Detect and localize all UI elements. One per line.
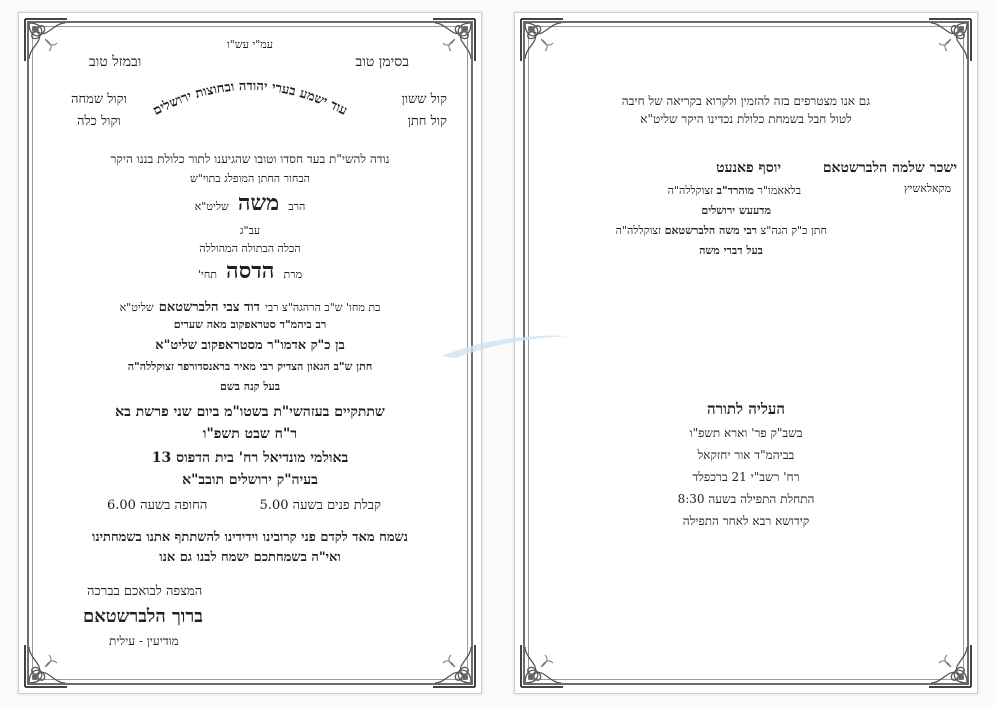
event-line-1: שתתקיים בעזהשי"ת בשטו"מ ביום שני פרשת בא xyxy=(115,404,385,420)
grandfather-2-name: יוסף פאנעט xyxy=(716,160,781,176)
groom-suffix: שליט"א xyxy=(194,200,229,213)
groom-prefix: הרב xyxy=(288,200,306,213)
watermark-swoosh-icon xyxy=(440,330,570,360)
venue-line-1: באולמי מונדיאל רח' בית הדפוס 13 xyxy=(151,450,349,466)
grandfather-1-name: ישכר שלמה הלברשטאם xyxy=(822,160,957,176)
grandfather-2-line-1-suffix: זצוקללה"ה xyxy=(667,184,714,197)
closing-line-1: נשמח מאד לקדם פני קרובינו וידידינו להשתתף אתנו בשמחתינו xyxy=(92,530,408,545)
svg-text:עוד ישמע בערי יהודה ובחוצות יר xyxy=(151,79,350,119)
grandparents-intro-2: לטול חבל בשמחת כלולת נכדינו היקר שליט"א xyxy=(640,112,852,126)
intro-line-2: הבחור החתן המופלג בתוי"ש xyxy=(190,172,310,185)
closing-line-2: ואי"ה בשמחתכם ישמח לבנו גם אנו xyxy=(159,550,341,565)
grandfather-2-line-3-suffix: זצוקללה"ה xyxy=(615,224,662,237)
grandfather-2-line-3 xyxy=(616,225,827,237)
aliyah-line-1: בשב"ק פר' וארא תשפ"ו xyxy=(689,426,803,440)
voice-left-2: וקול כלה xyxy=(77,114,121,129)
bride-line xyxy=(49,259,451,283)
father-line-3: בן כ"ק אדמו"ר מסטראפקוב שליט"א xyxy=(155,338,345,353)
with-bride-label: עב"ג xyxy=(239,224,261,237)
father-suffix: שליט"א xyxy=(119,301,154,314)
chuppah-time: החופה בשעה 6.00 xyxy=(107,498,208,513)
grandfather-2-line-1-prefix: בלאאמו"ר xyxy=(757,184,801,197)
grandfather-1-city: מקאלאשיץ xyxy=(903,182,951,195)
invitation-card-right xyxy=(514,12,978,694)
bride-prefix: מרת xyxy=(283,268,303,281)
voice-right-1: קול ששון xyxy=(401,92,447,107)
aliyah-line-3: רח' רשב"י 21 ברכפלד xyxy=(692,470,800,484)
father-line-5: בעל קנה בשם xyxy=(219,380,281,393)
blessing-top: עמ"י עש"ו xyxy=(226,38,274,51)
corner-ornament-icon xyxy=(23,643,69,689)
intro-line-1: נודה להשי"ת בעד חסדו וטובו שהגיענו לתור כלולת בננו היקר xyxy=(110,152,390,166)
greeting-right: בסימן טוב xyxy=(355,54,409,70)
venue-line-2: בעיה"ק ירושלים תובב"א xyxy=(182,472,318,488)
grandfather-2-line-3-name: רבי משה הלברשטאם xyxy=(664,224,758,237)
corner-ornament-icon xyxy=(927,17,973,63)
grandfather-2-line-4: בעל דברי משה xyxy=(699,244,763,257)
father-line-4: חתן ש"ב הגאון הצדיק רבי מאיר בראנסדורפר זצוקללה"ה xyxy=(127,360,373,373)
grandfather-2-line-3-prefix: חתן כ"ק הגה"צ xyxy=(760,224,827,237)
groom-name: משה xyxy=(237,190,280,216)
grandparents-intro-1: גם אנו מצטרפים בזה להזמין ולקרוא בקריאה של חיבה xyxy=(621,94,871,108)
aliyah-line-2: בביהמ"ד אור יחזקאל xyxy=(697,448,795,462)
arc-verse xyxy=(129,61,371,131)
bride-suffix: תחי' xyxy=(197,268,217,281)
voice-right-2: קול חתן xyxy=(407,114,447,129)
aliyah-title: העליה לתורה xyxy=(707,400,785,418)
corner-ornament-icon xyxy=(519,643,565,689)
corner-ornament-icon xyxy=(431,643,477,689)
host-name: ברוך הלברשטאם xyxy=(83,606,203,627)
host-city: מודיעין - עילית xyxy=(109,634,179,648)
groom-line xyxy=(49,191,451,215)
father-prefix: בת מחו' ש"ב הרהגה"צ רבי xyxy=(264,301,381,314)
bride-title: הכלה הבתולה המהוללה xyxy=(199,242,301,255)
voice-left-1: וקול שמחה xyxy=(71,92,127,107)
aliyah-line-4: התחלת התפילה בשעה 8:30 xyxy=(677,492,815,506)
bride-name: הדסה xyxy=(226,258,275,284)
reception-time: קבלת פנים בשעה 5.00 xyxy=(259,498,381,513)
father-line-2: רב ביהמ"ד סטראפקוב מאה שערים xyxy=(173,318,327,331)
grandfather-2-line-1-name: מוהרד"ב xyxy=(716,184,755,197)
father-line-1 xyxy=(49,297,451,315)
host-title: המצפה לבואכם בברכה xyxy=(87,584,203,599)
corner-ornament-icon xyxy=(927,643,973,689)
grandfather-2-line-1 xyxy=(668,185,801,197)
grandfather-2-line-2: מדעעש ירושלים xyxy=(701,204,771,217)
father-name: דוד צבי הלברשטאם xyxy=(158,300,260,315)
invitation-card-left xyxy=(18,12,482,694)
event-line-2: ר"ח שבט תשפ"ו xyxy=(202,426,298,442)
greeting-left: ובמזל טוב xyxy=(89,54,142,70)
corner-ornament-icon xyxy=(519,17,565,63)
aliyah-line-5: קידושא רבא לאחר התפילה xyxy=(682,514,810,528)
arc-verse-text: עוד ישמע בערי יהודה ובחוצות ירושלים xyxy=(150,78,350,119)
